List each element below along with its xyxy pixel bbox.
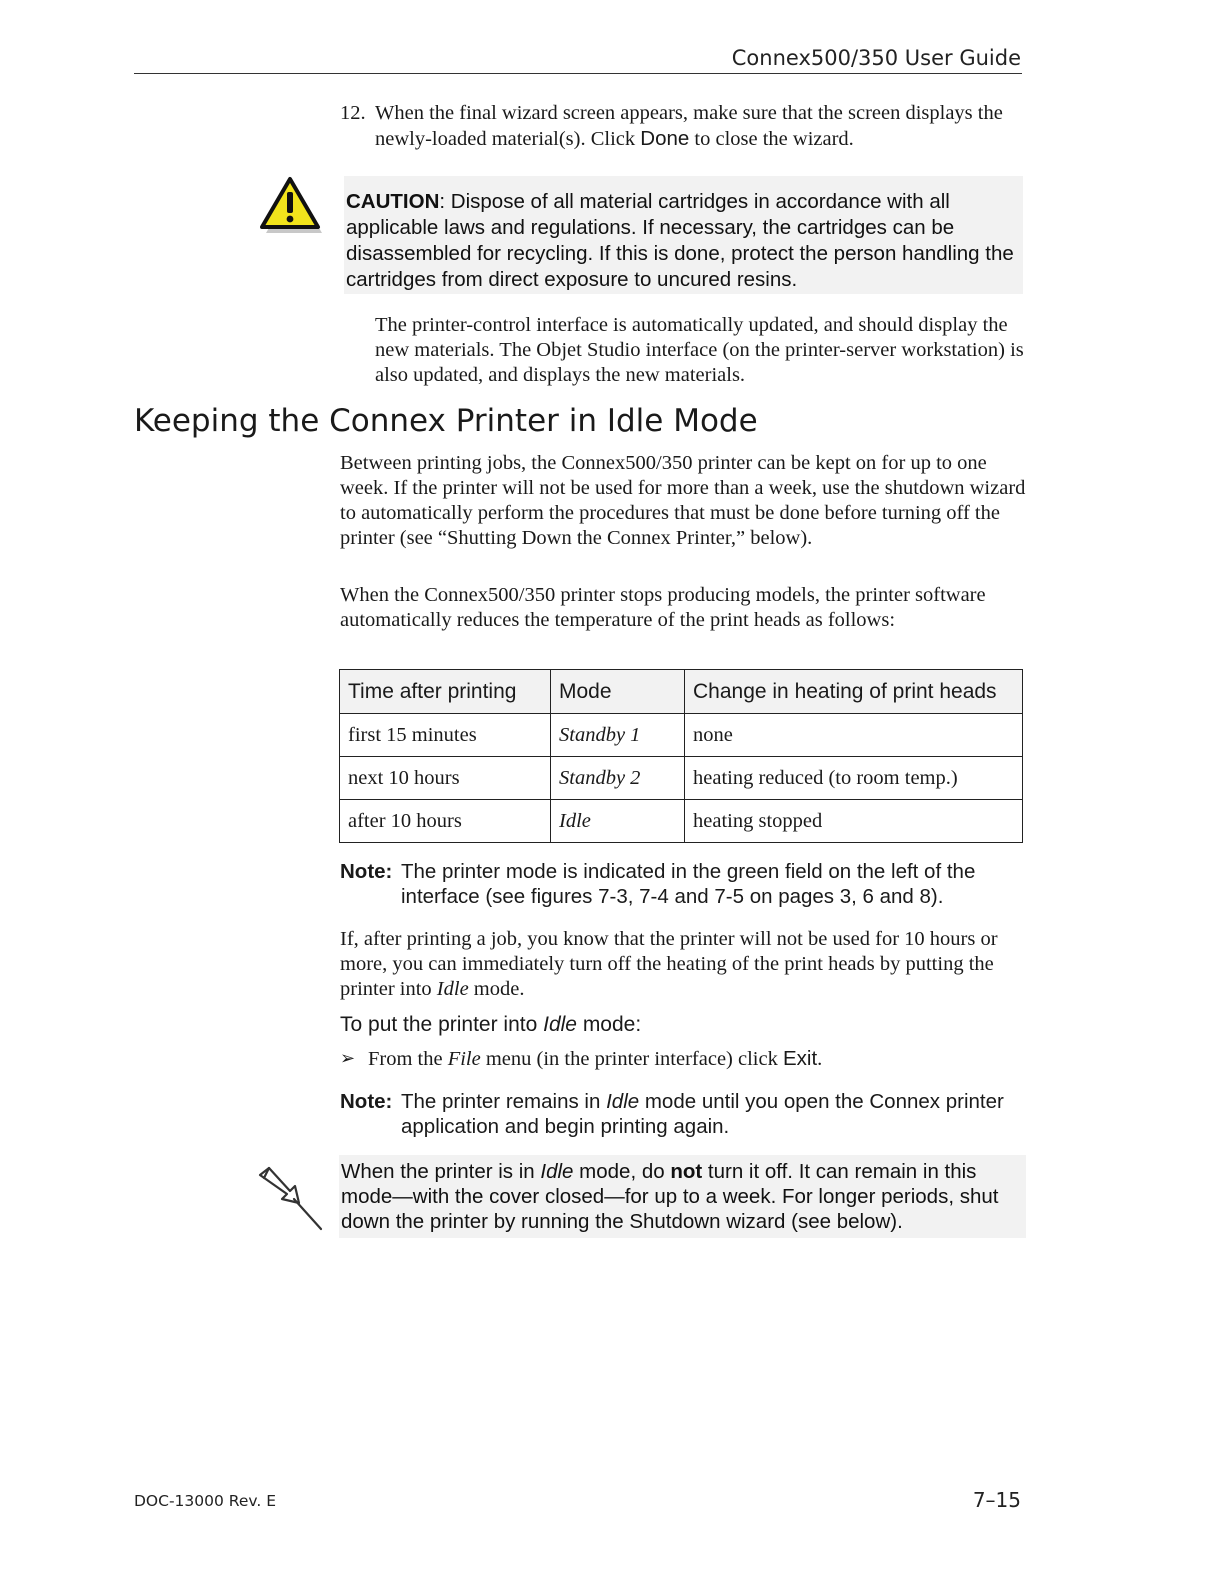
note-mode-indicator <box>340 859 1030 909</box>
procedure-title: To put the printer into Idle mode: <box>340 1013 642 1036</box>
table-row <box>340 800 1023 843</box>
step-12 <box>340 101 1030 152</box>
footer-doc-id: DOC-13000 Rev. E <box>134 1492 277 1510</box>
tip-text: When the printer is in Idle mode, do not turn it off. It can remain in this mode—with the cover closed—for up to a week. For longer periods, shut down the printer by running the Shutdown wizard (see below). <box>341 1160 999 1233</box>
idle-paragraph-3: If, after printing a job, you know that the printer will not be used for 10 hours or more, you can immediately turn off the heating of the print heads by putting the printer into Idle mode. <box>340 928 998 1000</box>
arrow-bullet-icon: ➢ <box>340 1048 356 1069</box>
note-text: The printer remains in Idle mode until you open the Connex printer application and begin printing again. <box>401 1090 1004 1138</box>
idle-paragraph-2: When the Connex500/350 printer stops producing models, the printer software automatically reduces the temperature of the print heads as follows: <box>340 584 986 631</box>
table-cell: Standby 1 <box>551 714 685 757</box>
idle-paragraph-1: Between printing jobs, the Connex500/350 printer can be kept on for up to one week. If the printer will not be used for more than a week, use the shutdown wizard to automatically perform the procedures that must be done before turning off the printer (see “Shutting Down the Connex Printer,” below). <box>340 452 1026 549</box>
table-cell: Idle <box>551 800 685 843</box>
page-number: 7–15 <box>972 1488 1021 1512</box>
table-cell: heating stopped <box>685 800 1023 843</box>
note-label: Note: <box>340 860 393 883</box>
table-cell: Standby 2 <box>551 757 685 800</box>
warning-triangle-icon <box>258 176 324 236</box>
table-cell: first 15 minutes <box>340 714 551 757</box>
table-row <box>340 757 1023 800</box>
note-text: The printer mode is indicated in the green field on the left of the interface (see figures 7-3, 7-4 and 7-5 on pages 3, 6 and 8). <box>401 860 976 908</box>
caution-callout <box>344 176 1023 294</box>
step-number: 12. <box>340 102 366 124</box>
column-header: Mode <box>551 670 685 714</box>
table-header-row <box>340 670 1023 714</box>
tip-callout <box>339 1155 1026 1238</box>
header-rule <box>134 73 1022 74</box>
procedure-step <box>340 1046 1030 1072</box>
heating-mode-table <box>339 669 1023 843</box>
table-cell: heating reduced (to room temp.) <box>685 757 1023 800</box>
exit-term: Exit <box>782 1047 818 1070</box>
updated-paragraph: The printer-control interface is automatically updated, and should display the new materials. The Objet Studio interface (on the printer-server workstation) is also updated, and displays the new materials. <box>375 314 1024 386</box>
note-idle-mode <box>340 1089 1030 1139</box>
column-header: Change in heating of print heads <box>685 670 1023 714</box>
caution-text: CAUTION: Dispose of all material cartridges in accordance with all applicable laws and regulations. If necessary, the cartridges can be disassembled for recycling. If this is done, protect the person handling the cartridges from direct exposure to uncured resins. <box>346 190 1014 291</box>
running-header: Connex500/350 User Guide <box>731 46 1021 70</box>
note-label: Note: <box>340 1090 393 1113</box>
caution-label: CAUTION <box>346 190 440 213</box>
section-heading: Keeping the Connex Printer in Idle Mode <box>134 403 758 439</box>
table-cell: next 10 hours <box>340 757 551 800</box>
step-text: When the final wizard screen appears, make sure that the screen displays the newly-loaded material(s). Click Done to close the wizard. <box>375 102 1003 150</box>
column-header: Time after printing <box>340 670 551 714</box>
table-cell: after 10 hours <box>340 800 551 843</box>
done-term: Done <box>640 127 690 150</box>
procedure-step-text: From the File menu (in the printer interface) click Exit. <box>368 1047 823 1070</box>
table-row <box>340 714 1023 757</box>
pushpin-icon <box>257 1165 325 1233</box>
table-cell: none <box>685 714 1023 757</box>
